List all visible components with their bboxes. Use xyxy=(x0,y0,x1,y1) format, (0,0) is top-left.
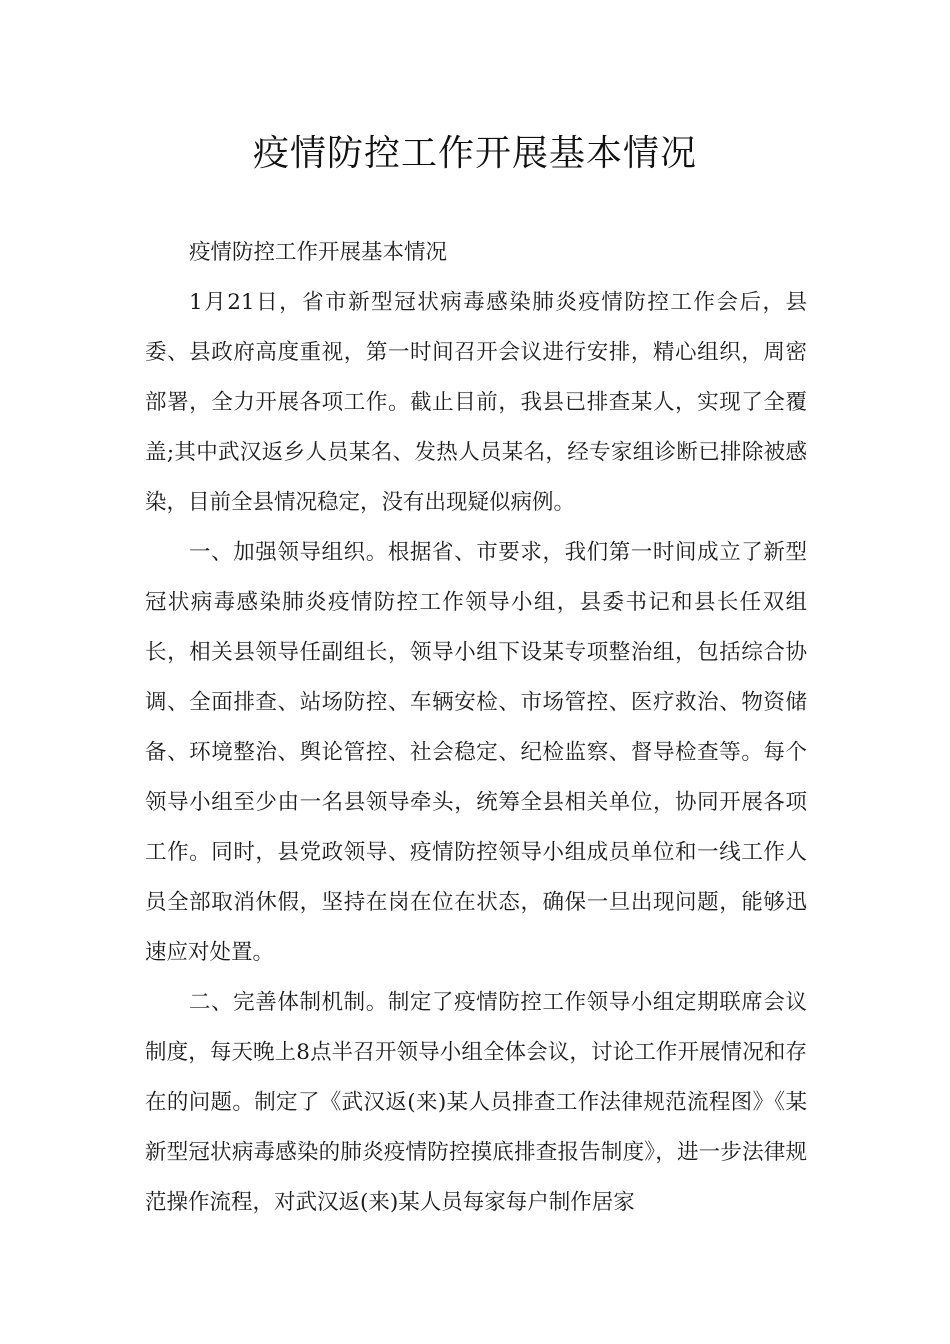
document-body xyxy=(145,228,807,1228)
paragraph-section-1: 一、加强领导组织。根据省、市要求，我们第一时间成立了新型冠状病毒感染肺炎疫情防控工作领导小组，县委书记和县长任双组长，相关县领导任副组长，领导小组下设某专项整治组，包括综合协调、全面排查、站场防控、车辆安检、市场管控、医疗救治、物资储备、环境整治、舆论管控、社会稳定、纪检监察、督导检查等。每个领导小组至少由一名县领导牵头，统筹全县相关单位，协同开展各项工作。同时，县党政领导、疫情防控领导小组成员单位和一线工作人员全部取消休假，坚持在岗在位在状态，确保一旦出现问题，能够迅速应对处置。 xyxy=(145,540,807,965)
document-title: 疫情防控工作开展基本情况 xyxy=(252,133,697,174)
paragraph-overview: 1月21日，省市新型冠状病毒感染肺炎疫情防控工作会后，县委、县政府高度重视，第一时间召开会议进行安排，精心组织，周密部署，全力开展各项工作。截止目前，我县已排查某人，实现了全覆盖;其中武汉返乡人员某名、发热人员某名，经专家组诊断已排除被感染，目前全县情况稳定，没有出现疑似病例。 xyxy=(145,290,807,515)
paragraph-heading: 疫情防控工作开展基本情况 xyxy=(189,240,448,265)
paragraph-section-2: 二、完善体制机制。制定了疫情防控工作领导小组定期联席会议制度，每天晚上8点半召开领导小组全体会议，讨论工作开展情况和存在的问题。制定了《武汉返(来)某人员排查工作法律规范流程图》《某新型冠状病毒感染的肺炎疫情防控摸底排查报告制度》，进一步法律规范操作流程，对武汉返(来)某人员每家每户制作居家 xyxy=(145,990,807,1215)
